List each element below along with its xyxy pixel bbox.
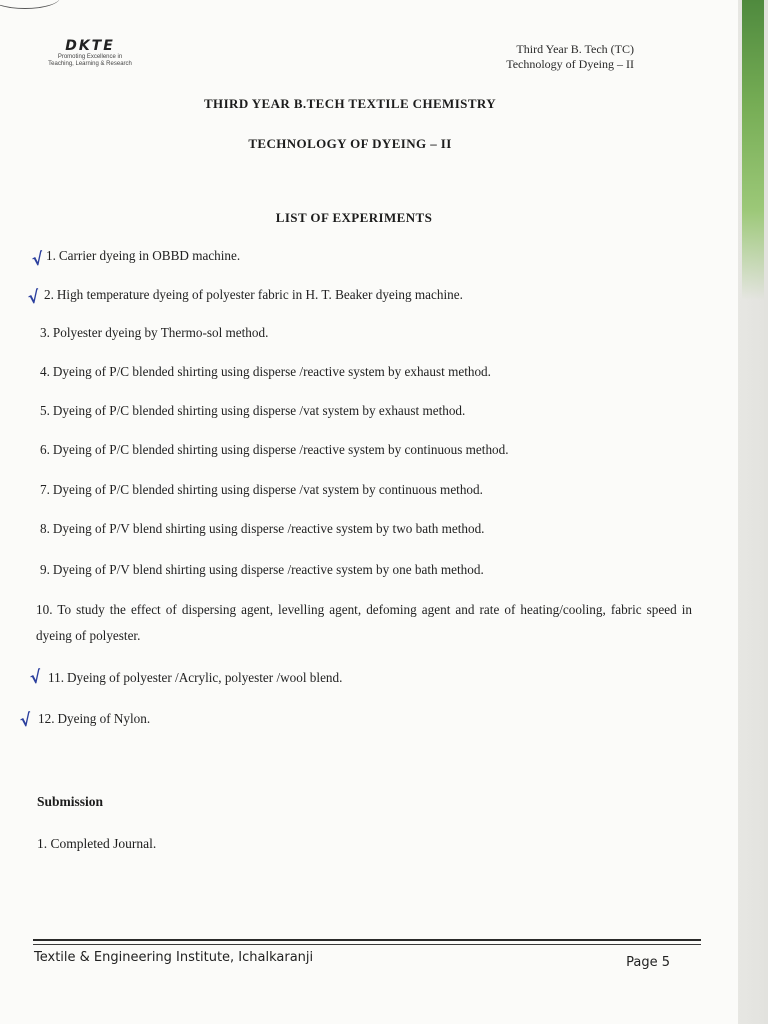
- corner-pen-mark: [0, 0, 60, 9]
- experiment-item: [40, 521, 484, 537]
- footer-divider: [33, 944, 701, 945]
- background-foliage: [742, 0, 764, 300]
- experiment-item: [40, 482, 483, 498]
- experiment-text: Dyeing of P/V blend shirting using disperse /reactive system by two bath method.: [52, 521, 485, 536]
- experiment-number: 1.: [46, 248, 56, 263]
- experiment-number: 3.: [40, 325, 50, 340]
- experiment-number: 9.: [40, 562, 50, 577]
- check-mark-icon: √: [18, 710, 33, 732]
- experiment-item: [40, 364, 491, 380]
- experiment-number: 2.: [44, 287, 54, 302]
- experiment-item: [40, 325, 268, 341]
- experiment-text: Dyeing of polyester /Acrylic, polyester /wool blend.: [67, 670, 343, 685]
- experiment-item: [48, 670, 342, 686]
- submission-heading: Submission: [37, 794, 104, 809]
- institute-logo: [40, 38, 150, 68]
- experiments-heading: LIST OF EXPERIMENTS: [275, 210, 433, 225]
- experiment-number: 5.: [40, 403, 50, 418]
- experiment-number: 8.: [40, 521, 50, 536]
- experiment-number: 6.: [40, 442, 50, 457]
- experiment-item: [40, 403, 465, 419]
- logo-tagline-1: Promoting Excellence in: [57, 54, 123, 60]
- experiment-text: Dyeing of Nylon.: [57, 711, 151, 726]
- experiment-item: [38, 711, 150, 727]
- experiment-text: Dyeing of P/C blended shirting using disperse /reactive system by exhaust method.: [52, 364, 491, 379]
- page-edge: [738, 0, 768, 1024]
- experiment-number: 11.: [48, 670, 64, 685]
- experiment-number: 4.: [40, 364, 50, 379]
- experiment-number: 12.: [38, 711, 55, 726]
- check-mark-icon: √: [28, 667, 43, 689]
- experiment-number: 7.: [40, 482, 50, 497]
- header-course-name: Technology of Dyeing – II: [506, 57, 634, 71]
- page-header: [506, 42, 634, 72]
- logo-tagline-2: Teaching, Learning & Research: [48, 61, 132, 67]
- page-number: Page 5: [626, 955, 670, 970]
- program-title: THIRD YEAR B.TECH TEXTILE CHEMISTRY: [203, 96, 497, 111]
- experiment-text: Dyeing of P/C blended shirting using disperse /vat system by continuous method.: [52, 482, 483, 497]
- experiment-item: [44, 287, 463, 303]
- submission-text: Completed Journal.: [50, 836, 157, 851]
- submission-item: [37, 836, 156, 852]
- experiment-text: Carrier dyeing in OBBD machine.: [58, 248, 241, 263]
- experiment-item: [36, 597, 692, 649]
- experiment-text: Dyeing of P/V blend shirting using disperse /reactive system by one bath method.: [52, 562, 484, 577]
- experiment-text: Dyeing of P/C blended shirting using disperse /vat system by exhaust method.: [52, 403, 466, 418]
- experiment-text: High temperature dyeing of polyester fabric in H. T. Beaker dyeing machine.: [56, 287, 463, 302]
- experiment-item: [40, 562, 484, 578]
- logo-name: DKTE: [65, 38, 115, 54]
- course-title: TECHNOLOGY OF DYEING – II: [248, 136, 452, 151]
- submission-number: 1.: [37, 836, 48, 851]
- check-mark-icon: √: [26, 287, 41, 309]
- footer-institute: Textile & Engineering Institute, Ichalkaranji: [34, 950, 314, 965]
- experiment-text: Polyester dyeing by Thermo-sol method.: [52, 325, 269, 340]
- experiment-number: 10.: [36, 602, 53, 617]
- experiment-item: [40, 442, 509, 458]
- check-mark-icon: √: [30, 249, 45, 271]
- footer-divider: [33, 939, 701, 941]
- experiment-text: To study the effect of dispersing agent, levelling agent, defoming agent and rate of heating/cooling, fabric speed in dyeing of polyester.: [36, 602, 693, 643]
- experiment-text: Dyeing of P/C blended shirting using disperse /reactive system by continuous method.: [52, 442, 509, 457]
- experiment-item: [46, 248, 240, 264]
- header-course-year: Third Year B. Tech (TC): [516, 42, 634, 56]
